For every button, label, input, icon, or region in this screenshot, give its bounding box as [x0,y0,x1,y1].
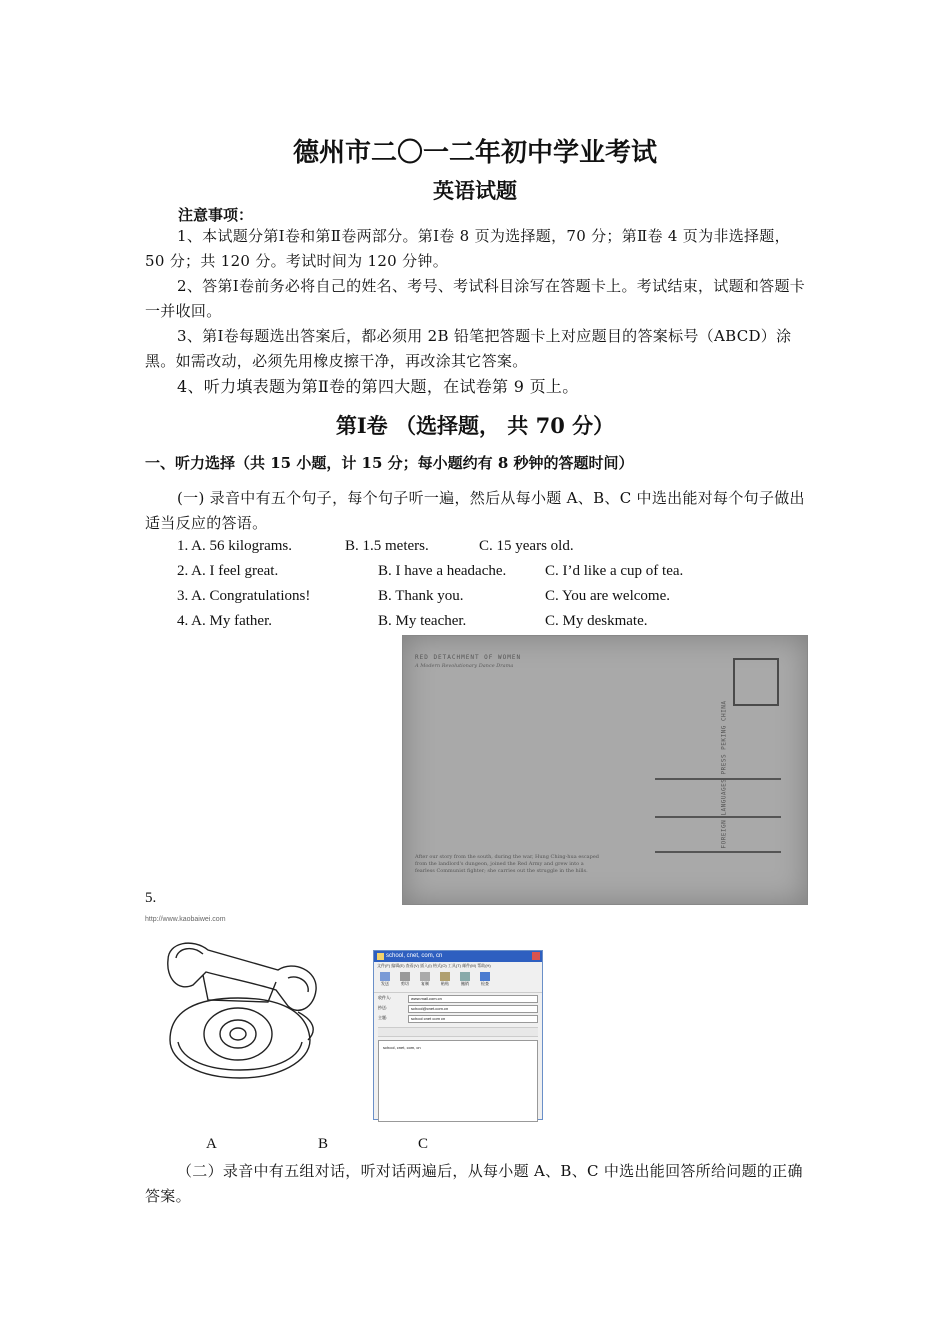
notice-item-1: 1、本试题分第Ⅰ卷和第Ⅱ卷两部分。第Ⅰ卷 8 页为选择题，70 分；第Ⅱ卷 4 页为非选择题，50 分；共 120 分。考试时间为 120 分钟。 [145,227,790,270]
stamp-box [733,658,779,706]
q2-option-a: 2. A. I feel great. [177,563,279,579]
notice-item-2: 2、答第Ⅰ卷前务必将自己的姓名、考号、考试科目涂写在答题卡上。考试结束，试题和答题卡一并收回。 [145,277,806,320]
telephone-image [148,930,328,1090]
sub1-instruction: (一) 录音中有五个句子，每个句子听一遍，然后从每小题 A、B、C 中选出能对每个句子做出适当反应的答语。 [145,489,805,532]
q4-option-a: 4. A. My father. [177,613,272,629]
label-c: C [418,1136,429,1152]
postcard-header-1: RED DETACHMENT OF WOMEN [415,654,522,661]
postcard-vertical-text: FOREIGN LANGUAGES PRESS PEKING CHINA [720,700,728,849]
email-body: school, cnet, com, cn [378,1040,538,1122]
notice-item-3: 3、第Ⅰ卷每题选出答案后，都必须用 2B 铅笔把答题卡上对应题目的答案标号（ABCD）涂黑。如需改动，必须先用橡皮擦干净，再改涂其它答案。 [145,327,792,370]
phone-watermark: http://www.kaobaiwei.com [145,916,226,923]
check-button: 检查 [480,972,490,990]
label-b: B [318,1136,329,1152]
q4-option-b: B. My teacher. [378,613,467,629]
address-line-1 [655,778,781,780]
sub2-instruction: （二）录音中有五组对话，听对话两遍后，从每小题 A、B、C 中选出能回答所给问题的正确答案。 [145,1162,803,1205]
q1-option-b: B. 1.5 meters. [345,538,429,554]
field-subject: 主题: school cnet com cn [378,1015,538,1023]
section1-title: 一、听力选择（共 15 小题，计 15 分；每小题约有 8 秒钟的答题时间） [145,454,634,472]
label-a: A [206,1136,217,1152]
q4-option-c: C. My deskmate. [545,613,648,629]
email-fields [374,993,542,1027]
part1-title: 第Ⅰ卷 （选择题， 共 70 分） [335,413,615,438]
email-toolbar [374,970,542,993]
q2-option-b: B. I have a headache. [378,563,507,579]
copy-button: 复制 [420,972,430,990]
q3-option-b: B. Thank you. [378,588,464,604]
address-line-3 [655,851,781,853]
email-titlebar [374,951,542,962]
email-title: school, cnet, com, cn [386,953,443,959]
exam-title: 德州市二〇一二年初中学业考试 [292,138,657,168]
q1-option-c: C. 15 years old. [479,538,574,554]
notice-heading: 注意事项： [178,206,254,224]
paste-button: 粘贴 [440,972,450,990]
cut-button: 剪切 [400,972,410,990]
postcard-caption: After our story from the south, during the war, Hung Ching-hua escaped from the landlord's dungeon, joined the Red Army and grew into a fearless Communist fighter; she carries out the struggle in the hills. [415,854,599,874]
q2-option-c: C. I’d like a cup of tea. [545,563,684,579]
send-button: 发送 [380,972,390,990]
q1-option-a: 1. A. 56 kilograms. [177,538,292,554]
notice-item-4: 4、听力填表题为第Ⅱ卷的第四大题，在试卷第 9 页上。 [177,377,579,396]
undo-button: 撤销 [460,972,470,990]
postcard-header-2: A Modern Revolutionary Dance Drama [415,663,514,669]
email-menu: 文件(F) 编辑(E) 查看(V) 插入(I) 格式(O) 工具(T) 邮件(M) 帮助(H) [377,963,491,968]
address-line-2 [655,816,781,818]
field-to: 收件人: www.mail.com.cn [378,995,538,1003]
q3-option-c: C. You are welcome. [545,588,670,604]
q5-label: 5. [145,890,157,906]
field-cc: 抄送: school@cnet.com.cn [378,1005,538,1013]
telephone-icon [148,930,328,1090]
q3-option-a: 3. A. Congratulations! [177,588,311,604]
mail-icon [377,953,384,960]
postcard-image [402,635,808,905]
format-bar [378,1027,538,1037]
exam-subtitle: 英语试题 [433,178,517,203]
email-window-image [373,950,543,1120]
close-icon [532,952,540,960]
